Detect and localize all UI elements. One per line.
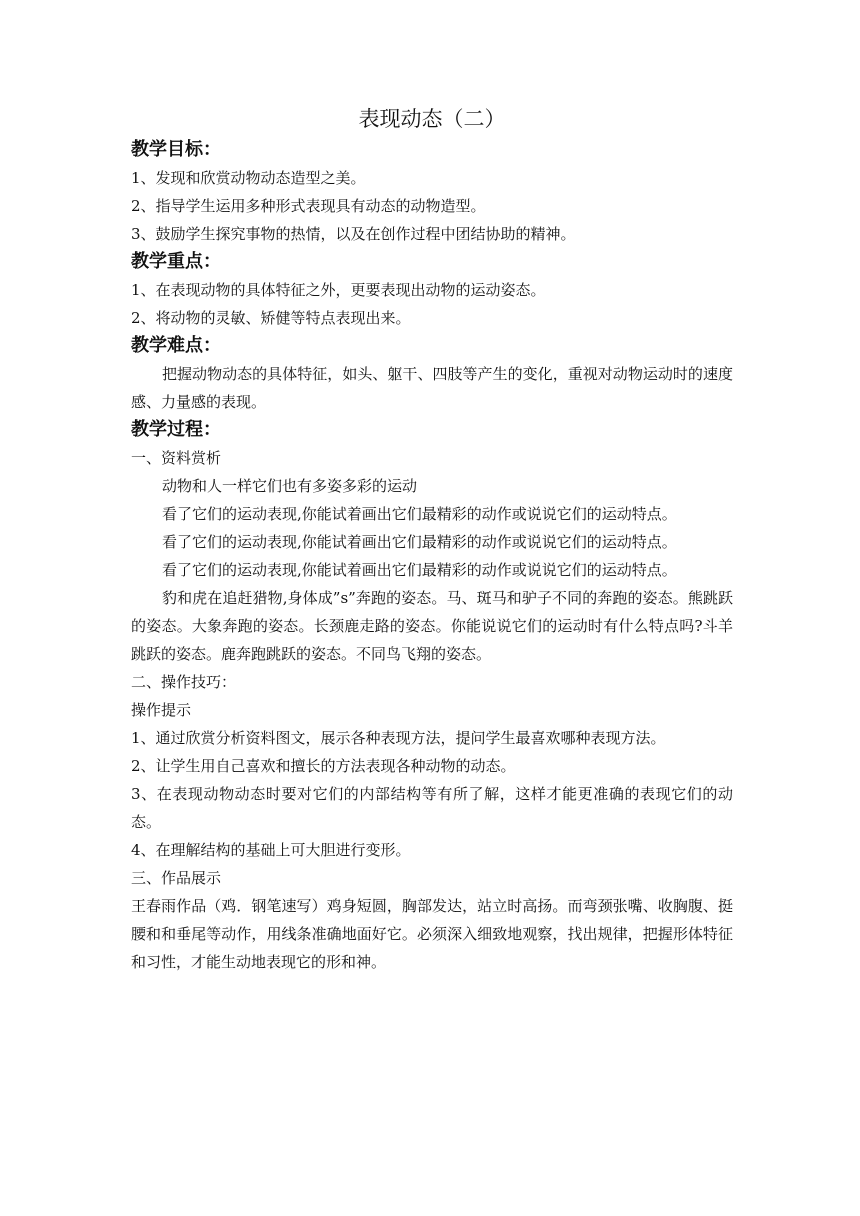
key-point-item: 1、在表现动物的具体特征之外，更要表现出动物的运动姿态。 — [131, 281, 546, 299]
difficulties-heading: 教学难点： — [131, 335, 221, 356]
document-page — [131, 104, 733, 976]
part1-paragraph: 动物和人一样它们也有多姿多彩的运动 — [162, 477, 418, 495]
part2-item: 3、在表现动物动态时要对它们的内部结构等有所了解，这样才能更准确的表现它们的动态。 — [131, 785, 733, 831]
process-heading: 教学过程： — [131, 419, 221, 440]
part1-paragraph: 豹和虎在追赶猎物,身体成”s”奔跑的姿态。马、斑马和驴子不同的奔跑的姿态。熊跳跃的姿态。大象奔跑的姿态。长颈鹿走路的姿态。你能说说它们的运动时有什么特点吗?斗羊跳跃的姿态。鹿奔跑跳跃的姿态。不同鸟飞翔的姿态。 — [131, 589, 733, 663]
key-points-heading: 教学重点： — [131, 251, 221, 272]
part2-label: 二、操作技巧： — [131, 673, 237, 691]
objective-item: 1、发现和欣赏动物动态造型之美。 — [131, 169, 366, 187]
part2-subheading: 操作提示 — [131, 701, 192, 719]
part1-label: 一、资料赏析 — [131, 449, 222, 467]
part2-item: 2、让学生用自己喜欢和擅长的方法表现各种动物的动态。 — [131, 757, 516, 775]
difficulties-text: 把握动物动态的具体特征，如头、躯干、四肢等产生的变化，重视对动物运动时的速度感、力量感的表现。 — [131, 365, 733, 411]
part1-paragraph: 看了它们的运动表现,你能试着画出它们最精彩的动作或说说它们的运动特点。 — [162, 561, 677, 579]
part1-paragraph: 看了它们的运动表现,你能试着画出它们最精彩的动作或说说它们的运动特点。 — [162, 533, 677, 551]
part3-label: 三、作品展示 — [131, 869, 222, 887]
objectives-heading: 教学目标： — [131, 139, 221, 160]
objective-item: 3、鼓励学生探究事物的热情，以及在创作过程中团结协助的精神。 — [131, 225, 576, 243]
objective-item: 2、指导学生运用多种形式表现具有动态的动物造型。 — [131, 197, 486, 215]
part2-item: 1、通过欣赏分析资料图文，展示各种表现方法，提问学生最喜欢哪种表现方法。 — [131, 729, 666, 747]
document-title: 表现动态（二） — [358, 107, 506, 131]
part1-paragraph: 看了它们的运动表现,你能试着画出它们最精彩的动作或说说它们的运动特点。 — [162, 505, 677, 523]
part3-text: 王春雨作品（鸡．钢笔速写）鸡身短圆，胸部发达，站立时高扬。而弯颈张嘴、收胸腹、挺腰和和垂尾等动作，用线条准确地面好它。必须深入细致地观察，找出规律，把握形体特征和习性，才能生动地表现它的形和神。 — [131, 897, 733, 971]
key-point-item: 2、将动物的灵敏、矫健等特点表现出来。 — [131, 309, 411, 327]
part2-item: 4、在理解结构的基础上可大胆进行变形。 — [131, 841, 411, 859]
